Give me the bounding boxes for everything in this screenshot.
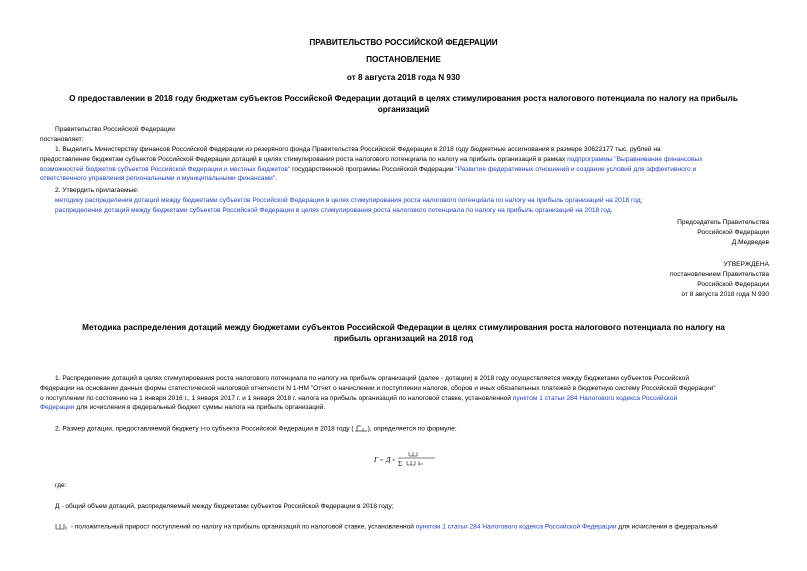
item1-paragraph	[40, 145, 769, 184]
p1-line4-text: для исчисления в федеральный бюджет суммы налога на прибыль организаций.	[74, 404, 326, 412]
approval-heading: УТВЕРЖДЕНА	[723, 261, 769, 268]
svg-text:×: ×	[392, 458, 396, 464]
preamble-line1: Правительство Российской Федерации	[55, 126, 175, 133]
approval-line4: от 8 августа 2018 года N 930	[681, 291, 769, 298]
state-program-link-cont[interactable]: ответственного управления региональными и муниципальными финансами"	[40, 175, 276, 183]
p1-line1: 1. Распределение дотаций в целях стимулирования роста налогового потенциала по налогу на прибыль организаций (далее - дотации) в 2018 году осуществляется между бюджетами субъектов Российской	[55, 375, 690, 382]
where-label: где:	[55, 482, 67, 489]
methodology-paragraph2	[55, 424, 457, 434]
item1-line3-text: государственной программы Российской Федерации	[290, 165, 456, 173]
p1-line3	[40, 394, 769, 404]
definition-p	[55, 522, 718, 532]
item1-line4	[40, 174, 769, 184]
document-date-number: от 8 августа 2018 года N 930	[346, 73, 461, 82]
def-p-end: для исчисления в федеральный	[616, 523, 718, 531]
def-p-text: - положительный прирост поступлений по налогу на прибыль организаций по налоговой ставке, установленной	[69, 523, 416, 531]
document-title-line2: организаций	[377, 105, 430, 114]
signature-position: Председатель Правительства	[677, 219, 769, 226]
item1-line2	[40, 155, 769, 165]
p2-text-before: 2. Размер дотации, предоставляемой бюджету i-го субъекта Российской Федерации в 2018 году (	[55, 425, 354, 433]
increment-symbol-image	[55, 522, 69, 531]
tax-code-link-2[interactable]: пунктом 1 статьи 284 Налогового кодекса Российской Федерации	[415, 523, 617, 531]
formula-image	[373, 450, 437, 468]
subprogram-link[interactable]: подпрограммы "Выравнивание финансовых	[567, 155, 703, 163]
document-title-line1: О предоставлении в 2018 году бюджетам субъектов Российской Федерации дотаций в целях стимулирования роста налогового потенциала по налогу на прибыль	[69, 94, 738, 103]
preamble-line2: постановляет:	[40, 136, 84, 143]
p2-text-after: ), определяется по формуле:	[367, 425, 457, 433]
government-heading: ПРАВИТЕЛЬСТВО РОССИЙСКОЙ ФЕДЕРАЦИИ	[309, 38, 498, 47]
approval-line3: Российской Федерации	[697, 281, 769, 288]
item1-line4-text: .	[275, 175, 277, 183]
svg-text:Г: Г	[374, 456, 378, 464]
methodology-title-line1: Методика распределения дотаций между бюджетами субъектов Российской Федерации в целях стимулирования роста налогового потенциала по налогу на	[82, 323, 725, 332]
p1-line4	[40, 403, 769, 413]
methodology-title-line2: прибыль организаций на 2018 год	[333, 334, 474, 343]
p1-line3-text: о поступлении по состоянию на 1 января 2016 г., 1 января 2017 г. и 1 января 2018 г. налога на прибыль организаций по налоговой ставке, установленной	[40, 394, 513, 402]
definition-d: Д - общий объем дотаций, распределяемый между бюджетами субъектов Российской Федерации в 2018 году;	[55, 503, 394, 510]
subsidy-symbol-image	[354, 424, 368, 433]
distribution-link[interactable]: распределение дотаций между бюджетами субъектов Российской Федерации в целях стимулирования роста налогового потенциала по налогу на прибыль организаций на 2018 год.	[55, 207, 613, 214]
tax-code-link[interactable]: пунктом 1 статьи 284 Налогового кодекса Российской	[512, 394, 678, 402]
methodology-paragraph1	[40, 374, 769, 413]
item1-line1: 1. Выделить Министерству финансов Российской Федерации из резервного фонда Правительства Российской Федерации в 2018 году бюджетные ассигнования в размере 30622177 тыс. рублей на	[55, 146, 661, 153]
document-type: ПОСТАНОВЛЕНИЕ	[366, 55, 441, 64]
state-program-link[interactable]: "Развитие федеративных отношений и создание условий для эффективного и	[455, 165, 697, 173]
p1-line2: Федерации на основании данных формы статистической налоговой отчетности N 1-НМ "Отчет о начислении и поступлении налогов, сборов и иных обязательных платежей в бюджетную систему Российской Федерации"	[40, 384, 716, 392]
subprogram-link-cont[interactable]: возможностей бюджетов субъектов Российской Федерации и местных бюджетов"	[40, 165, 291, 173]
svg-text:=: =	[380, 458, 384, 464]
svg-text:Σ: Σ	[398, 460, 403, 468]
signature-country: Российской Федерации	[697, 229, 769, 236]
approval-line2: постановлением Правительства	[669, 271, 769, 278]
tax-code-link-cont[interactable]: Федерации	[40, 404, 75, 412]
signature-name: Д.Медведев	[731, 239, 769, 246]
methodology-link[interactable]: методику распределения дотаций между бюджетами субъектов Российской Федерации в целях стимулирования роста налогового потенциала по налогу на прибыль организаций на 2018 год;	[55, 197, 643, 204]
item1-line3	[40, 165, 769, 175]
item2-intro: 2. Утвердить прилагаемые:	[55, 187, 139, 194]
item1-line2-text: предоставление бюджетам субъектов Российской Федерации дотаций в целях стимулирования роста налогового потенциала по налогу на прибыль организаций в рамках	[40, 155, 568, 163]
svg-text:Д: Д	[386, 456, 391, 464]
